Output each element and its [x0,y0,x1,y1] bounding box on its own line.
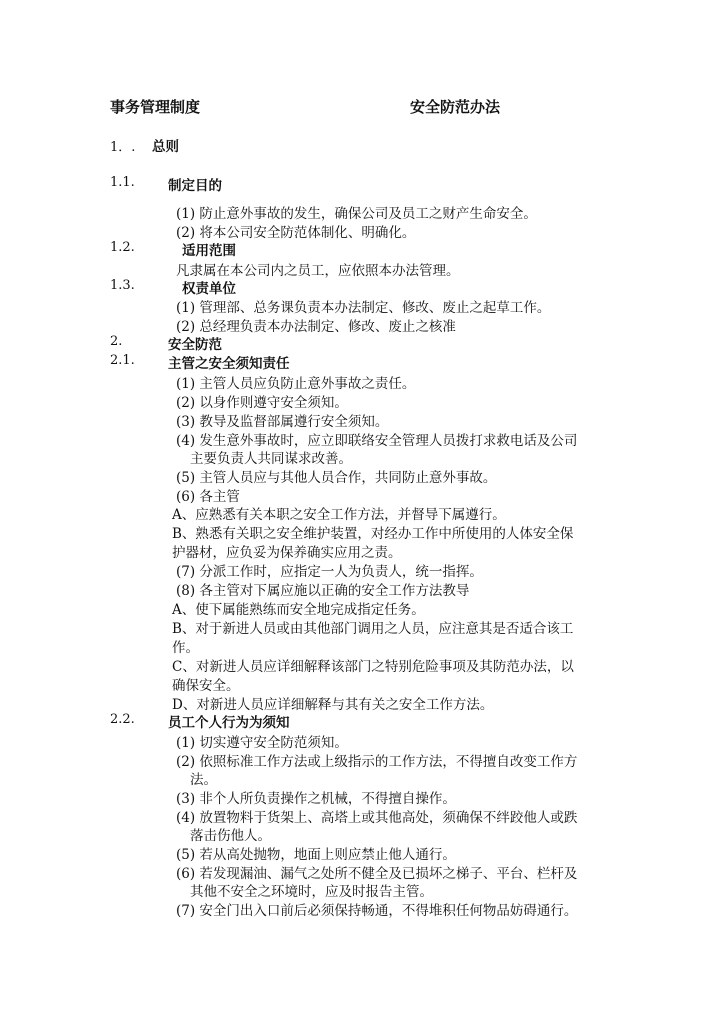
section-title: 权责单位 [182,281,236,297]
list-item: (8) 各主管对下属应施以正确的安全工作方法教导 [176,583,470,599]
section-title: 制定目的 [168,178,222,194]
list-item: (6) 若发现漏油、漏气之处所不健全及已损坏之梯子、平台、栏杆及 [176,866,578,882]
list-item: (1) 管理部、总务课负责本办法制定、修改、废止之起草工作。 [176,300,551,316]
list-item: (7) 分派工作时，应指定一人为负责人，统一指挥。 [176,564,483,580]
list-item: (2) 依照标准工作方法或上级指示的工作方法，不得擅自改变工作方 [176,754,578,770]
section-number: 2.2. [110,712,135,727]
section-title: 员工个人行为为须知 [168,715,290,731]
section-title: 主管之安全须知责任 [168,356,290,372]
list-item: (7) 安全门出入口前后必须保持畅通，不得堆积任何物品妨碍通行。 [176,903,578,919]
document-subtitle: 安全防范办法 [410,98,501,116]
list-item: (2) 将本公司安全防范体制化、明确化。 [176,225,416,241]
section-number: 1．. [110,140,136,155]
document-title: 事务管理制度 [110,98,201,116]
list-item-continuation: 确保安全。 [172,678,240,694]
list-item: (5) 若从高处抛物，地面上则应禁止他人通行。 [176,847,456,863]
list-item: (4) 发生意外事故时，应立即联络安全管理人员拨打求救电话及公司 [176,433,578,449]
list-item: (1) 切实遵守安全防范须知。 [176,735,348,751]
section-number: 2.1. [110,353,135,368]
list-item: (3) 教导及监督部属遵行安全须知。 [176,414,389,430]
list-item-continuation: 落击伤他人。 [190,828,271,844]
list-item: (2) 总经理负责本办法制定、修改、废止之核准 [176,319,456,335]
section-number: 2. [110,334,123,349]
list-item: (4) 放置物料于货架上、高塔上或其他高处，须确保不绊跤他人或跌 [176,810,578,826]
section-title: 总则 [152,139,179,155]
list-item-continuation: 其他不安全之环境时，应及时报告主管。 [190,884,433,900]
section-title: 适用范围 [182,243,236,259]
list-item: B、熟悉有关职之安全维护装置，对经办工作中所使用的人体安全保 [172,526,574,542]
list-item: (6) 各主管 [176,489,240,505]
list-item-continuation: 法。 [190,772,217,788]
list-item: (3) 非个人所负责操作之机械，不得擅自操作。 [176,791,456,807]
list-item: D、对新进人员应详细解释与其有关之安全工作方法。 [172,697,494,713]
list-item: A、使下属能熟练而安全地完成指定任务。 [172,602,425,618]
section-number: 1.1. [110,175,135,190]
list-item: C、对新进人员应详细解释该部门之特别危险事项及其防范办法，以 [172,659,574,675]
section-number: 1.3. [110,278,135,293]
list-item: (5) 主管人员应与其他人员合作，共同防止意外事故。 [176,470,497,486]
list-item: A、应熟悉有关本职之安全工作方法，并督导下属遵行。 [172,507,506,523]
section-title: 安全防范 [168,337,222,353]
section-number: 1.2. [110,240,135,255]
list-item: (1) 防止意外事故的发生，确保公司及员工之财产生命安全。 [176,206,537,222]
list-item-continuation: 作。 [172,640,199,656]
list-item: (2) 以身作则遵守安全须知。 [176,395,348,411]
list-item: (1) 主管人员应负防止意外事故之责任。 [176,376,416,392]
list-item-continuation: 主要负责人共同谋求改善。 [190,451,352,467]
list-item: B、对于新进人员或由其他部门调用之人员，应注意其是否适合该工 [172,621,574,637]
paragraph: 凡隶属在本公司内之员工，应依照本办法管理。 [176,263,460,279]
list-item-continuation: 护器材，应负妥为保养确实应用之责。 [172,545,402,561]
